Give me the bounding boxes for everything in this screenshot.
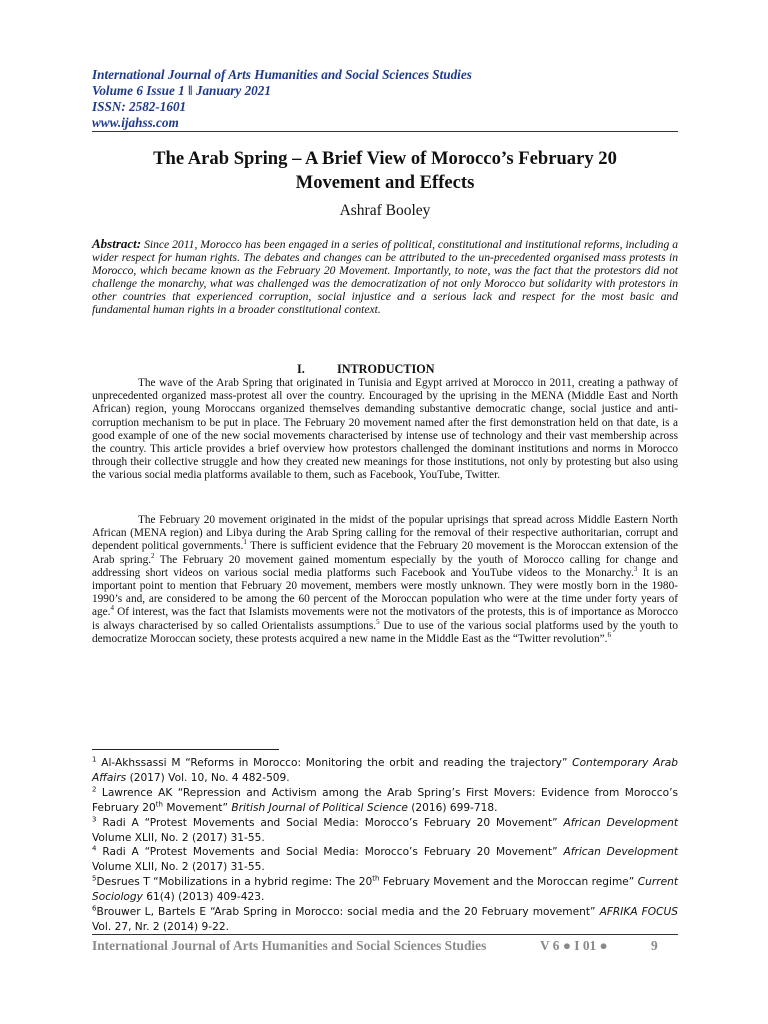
footnote-6 bbox=[92, 905, 678, 935]
footnote-ref[interactable]: 2 bbox=[151, 551, 155, 560]
footnote-text: Radi A “Protest Movements and Social Media: Morocco’s February 20 Movement” bbox=[96, 816, 564, 829]
ordinal-suffix: th bbox=[372, 874, 380, 883]
footnote-text: Brouwer L, Bartels E “Arab Spring in Morocco: social media and the 20 February movement” bbox=[96, 906, 600, 919]
paragraph-2-part: Of interest, was the fact that Islamists movements were not the motivators of the protests, this is of importance as Morocco is always characterised by so called Orientalists assumptions. bbox=[92, 606, 678, 632]
section-title: INTRODUCTION bbox=[337, 362, 435, 376]
page-footer bbox=[92, 938, 678, 956]
abstract-text: Since 2011, Morocco has been engaged in a series of political, constitutional and institutional reforms, including a wider respect for human rights. The debates and changes can be attributed to the un-precedented organised mass protests in Morocco, which became known as the February 20 Movement. Importantly, to note, was the fact that the protestors did not challenge the monarchy, what was challenged was the democratization of not only Morocco but solidarity with protestors in other countries that experienced corruption, social injustice and a serious lack and respect for the most basic and fundamental human rights in a broader constitutional context. bbox=[92, 238, 678, 317]
paragraph-1-text: The wave of the Arab Spring that originated in Tunisia and Egypt arrived at Morocco in 2011, creating a pathway of unprecedented organized mass-protest all over the country. Encouraged by the uprising in the MENA (Middle East and North African) region, young Moroccans organized themselves demanding substantive democratic change, social justice and anti-corruption mechanism to be put in place. The February 20 movement named after the first demonstration held on that date, is a good example of one of the new social movements characterised by intense use of technology and their vast membership across the country. This article provides a brief overview how protestors challenged the dominant institutions and norms in Morocco through their collective struggle and how they created new meanings for those institutions, not only by protesting but also using the various social media platforms available to them, such as Facebook, YouTube, Twitter. bbox=[92, 377, 678, 482]
header-divider bbox=[92, 131, 678, 132]
footnote-divider bbox=[92, 749, 279, 750]
author-name: Ashraf Booley bbox=[339, 202, 431, 219]
paragraph-2-part: There is sufficient evidence that the February 20 movement is the Moroccan extension of the Arab spring. bbox=[92, 540, 678, 566]
ordinal-suffix: th bbox=[155, 800, 163, 809]
paragraph-2 bbox=[92, 514, 678, 646]
article-title-line-2: Movement and Effects bbox=[295, 172, 475, 193]
issn: ISSN: 2582-1601 bbox=[92, 99, 187, 114]
footnote-2 bbox=[92, 786, 678, 816]
footnote-text: Volume XLII, No. 2 (2017) 31-55. bbox=[92, 831, 265, 844]
journal-name: International Journal of Arts Humanities and Social Sciences Studies bbox=[92, 67, 472, 82]
abstract-label: Abstract: bbox=[92, 236, 142, 251]
footnote-number: 3 bbox=[92, 815, 97, 824]
footnote-ref[interactable]: 3 bbox=[633, 565, 638, 574]
footnote-source: British Journal of Political Science bbox=[231, 801, 408, 814]
footnotes bbox=[92, 756, 678, 935]
footnote-text: February Movement and the Moroccan regime” bbox=[379, 876, 638, 889]
footnote-5 bbox=[92, 875, 678, 905]
journal-website-link[interactable]: www.ijahss.com bbox=[92, 115, 179, 130]
footnote-text: Movement” bbox=[162, 801, 232, 814]
paragraph-2-text bbox=[92, 514, 678, 646]
footnote-text: Lawrence AK “Repression and Activism among the Arab Spring’s First Movers: Evidence from Morocco’s February 20 bbox=[92, 786, 678, 814]
article-title bbox=[92, 147, 678, 195]
footnote-source: Current Sociology bbox=[92, 876, 678, 904]
page-number: 9 bbox=[651, 938, 658, 953]
footnote-number: 5 bbox=[92, 874, 97, 883]
footnote-number: 4 bbox=[92, 844, 97, 853]
section-number: I. bbox=[297, 362, 305, 376]
footer-divider bbox=[92, 934, 678, 935]
footnote-text: Vol. 27, Nr. 2 (2014) 9-22. bbox=[92, 920, 229, 933]
footnote-text: (2017) Vol. 10, No. 4 482-509. bbox=[126, 771, 290, 784]
footnote-source: African Development bbox=[563, 846, 678, 859]
footnote-4 bbox=[92, 845, 678, 875]
volume-issue: Volume 6 Issue 1 ǁ January 2021 bbox=[92, 83, 271, 98]
footnote-text: Radi A “Protest Movements and Social Media: Morocco’s February 20 Movement” bbox=[96, 846, 564, 859]
footnote-source: African Development bbox=[563, 816, 678, 829]
footer-volume-issue: V 6 ● I 01 ● bbox=[540, 938, 608, 953]
paragraph-1 bbox=[92, 377, 678, 483]
abstract bbox=[92, 237, 678, 317]
footnote-ref[interactable]: 1 bbox=[243, 538, 247, 547]
article-title-line-1: The Arab Spring – A Brief View of Morocco’s February 20 bbox=[153, 148, 617, 169]
footnote-source: AFRIKA FOCUS bbox=[599, 906, 678, 919]
footnote-number: 2 bbox=[92, 785, 97, 794]
footnote-number: 6 bbox=[92, 904, 97, 913]
footnote-source: Contemporary Arab Affairs bbox=[92, 757, 678, 784]
footnote-1 bbox=[92, 756, 678, 786]
paragraph-2-part: The February 20 movement originated in the midst of the popular uprisings that spread across Middle Eastern North African (MENA region) and Libya during the Arab Spring calling for the removal of their respective authoritarian, corrupt and dependent political governments. bbox=[92, 514, 678, 553]
paragraph-2-part: The February 20 movement gained momentum especially by the youth of Morocco calling for change and addressing short videos on various social media platforms such Facebook and YouTube videos to the Monarchy. bbox=[92, 553, 678, 579]
footnote-ref[interactable]: 4 bbox=[110, 604, 115, 613]
paragraph-2-part: It is an important point to mention that February 20 movement, members were mostly unknown. They were mostly born in the 1980-1990’s and, are considered to be among the 60 percent of the Moroccan population who were at the time under forty years of age. bbox=[92, 566, 678, 619]
footnote-3 bbox=[92, 816, 678, 846]
paragraph-2-part: Due to use of the various social platforms used by the youth to democratize Moroccan society, these protests acquired a new name in the Middle East as the “Twitter revolution”. bbox=[92, 619, 678, 645]
footnote-ref[interactable]: 5 bbox=[376, 617, 380, 626]
footnote-text: 61(4) (2013) 409-423. bbox=[142, 891, 265, 904]
journal-header bbox=[92, 67, 682, 131]
footer-journal-name: International Journal of Arts Humanities and Social Sciences Studies bbox=[92, 938, 487, 953]
footnote-text: (2016) 699-718. bbox=[407, 801, 498, 814]
footnote-text: Desrues T “Mobilizations in a hybrid regime: The 20 bbox=[96, 876, 373, 889]
footnote-text: Volume XLII, No. 2 (2017) 31-55. bbox=[92, 861, 265, 874]
footnote-ref[interactable]: 6 bbox=[607, 631, 611, 640]
footnote-text: Al-Akhssassi M “Reforms in Morocco: Monitoring the orbit and reading the trajectory” bbox=[96, 757, 573, 769]
footnote-number: 1 bbox=[92, 755, 97, 764]
